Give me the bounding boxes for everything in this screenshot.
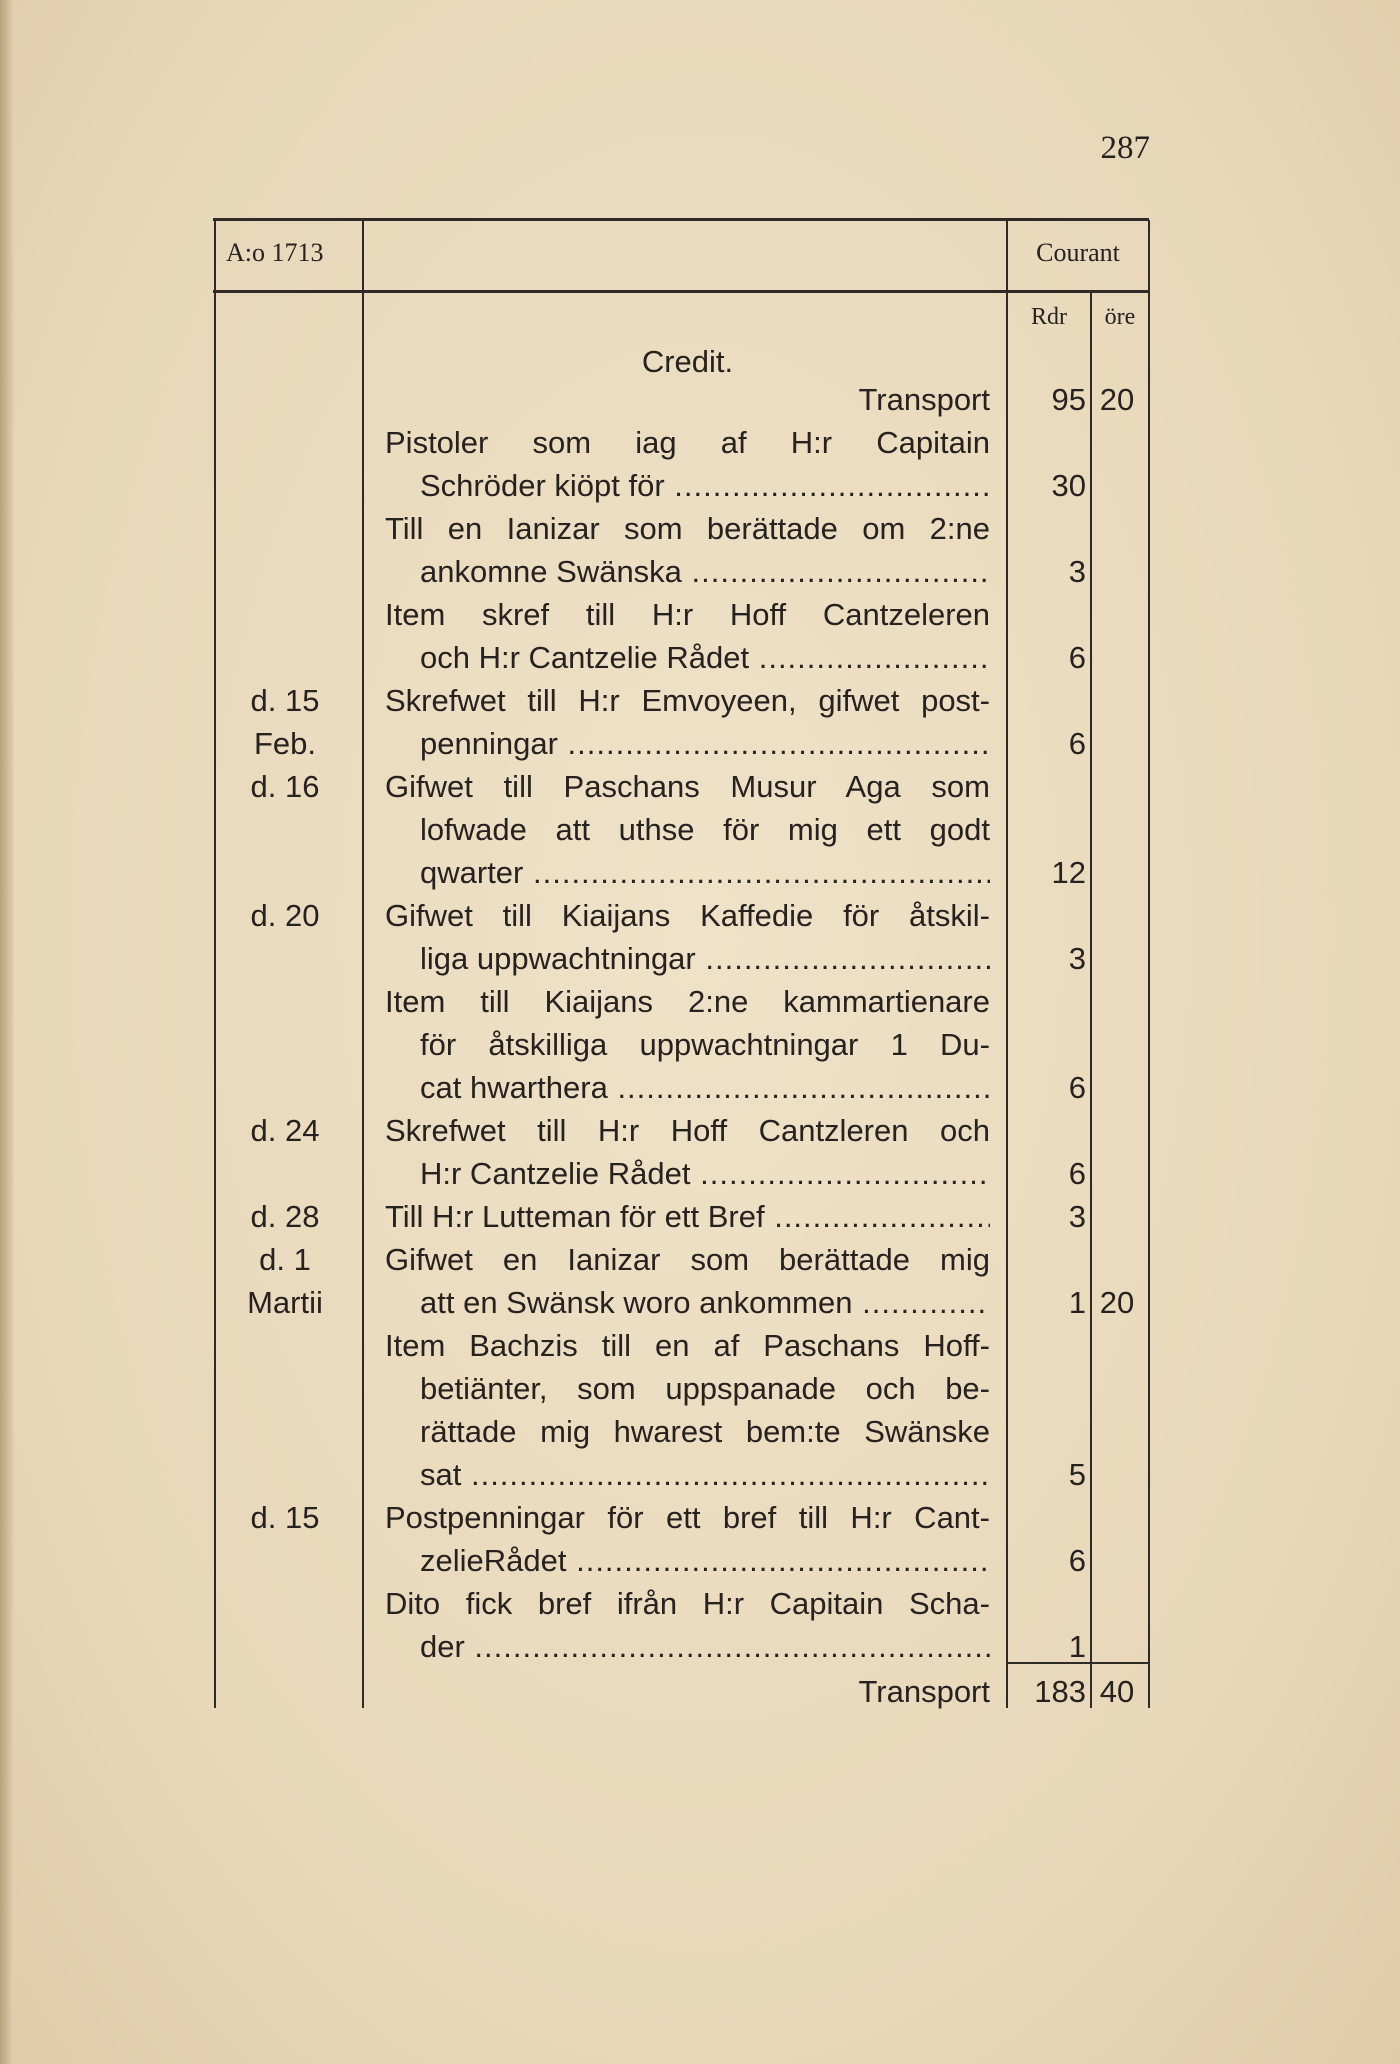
entry-rdr: 6	[1068, 1543, 1086, 1578]
ledger-row	[0, 765, 1400, 808]
entry-text: Skrefwet till H:r Emvoyeen, gifwet post-	[385, 683, 990, 718]
ledger-row	[0, 808, 1400, 851]
entry-text: Schröder kiöpt för .....	[385, 464, 990, 507]
entry-date: Feb.	[253, 726, 317, 761]
entry-text: penningar .....	[385, 722, 990, 765]
ledger-row	[0, 1625, 1400, 1668]
ledger-row	[0, 1066, 1400, 1109]
transport-in-label: Transport	[858, 382, 990, 417]
entry-text: Dito fick bref ifrån H:r Capitain Scha-	[385, 1586, 990, 1621]
entry-rdr: 3	[1068, 1199, 1086, 1234]
ledger-row	[0, 464, 1400, 507]
entry-rdr: 12	[1051, 855, 1086, 890]
section-title-row	[0, 340, 1400, 383]
entry-text: zelieRådet .....	[385, 1539, 990, 1582]
transport-in-rdr: 95	[1051, 382, 1086, 417]
entry-text: Pistoler som iag af H:r Capitain	[385, 425, 990, 460]
year-label: A:o 1713	[226, 238, 324, 267]
entry-rdr: 30	[1051, 468, 1086, 503]
ledger-row	[0, 894, 1400, 937]
ledger-row	[0, 1453, 1400, 1496]
entry-text: Gifwet en Ianizar som berättade mig	[385, 1242, 990, 1277]
transport-out-rdr: 183	[1034, 1674, 1086, 1709]
entry-text: Postpenningar för ett bref till H:r Cant-	[385, 1500, 990, 1535]
entry-date: d. 15	[250, 683, 320, 718]
entry-date: d. 1	[259, 1242, 311, 1277]
entry-text: Skrefwet till H:r Hoff Cantzleren och	[385, 1113, 990, 1148]
page-number: 287	[1100, 130, 1150, 166]
ledger-row	[0, 1238, 1400, 1281]
ledger-row	[0, 851, 1400, 894]
entry-text: Item Bachzis till en af Paschans Hoff-	[385, 1328, 990, 1363]
ledger-row	[0, 1324, 1400, 1367]
header-rule	[213, 290, 1149, 293]
entry-text: sat .....	[385, 1453, 990, 1496]
ledger-row	[0, 1281, 1400, 1324]
entry-text: Gifwet till Paschans Musur Aga som	[385, 769, 990, 804]
transport-in-ore: 20	[1099, 382, 1135, 417]
ore-column-header: öre	[1104, 304, 1136, 330]
entry-text: Till en Ianizar som berättade om 2:ne	[385, 511, 990, 546]
entry-text: för åtskilliga uppwachtningar 1 Du-	[420, 1027, 990, 1062]
ledger-row	[0, 421, 1400, 464]
entry-text: Item till Kiaijans 2:ne kammartienare	[385, 984, 990, 1019]
entry-text: att en Swänsk woro ankommen .....	[385, 1281, 990, 1324]
entry-rdr: 5	[1068, 1457, 1086, 1492]
entry-text: ankomne Swänska .....	[385, 550, 990, 593]
entry-rdr: 6	[1068, 726, 1086, 761]
entry-date: d. 16	[250, 769, 320, 804]
ledger-row	[0, 1582, 1400, 1625]
ledger-row	[0, 1023, 1400, 1066]
ledger-row	[0, 1195, 1400, 1238]
entry-text: Till H:r Lutteman för ett Bref .....	[385, 1195, 990, 1238]
entry-text: lofwade att uthse för mig ett godt	[420, 812, 990, 847]
ledger-row	[0, 722, 1400, 765]
entry-text: qwarter .....	[385, 851, 990, 894]
entry-rdr: 3	[1068, 554, 1086, 589]
ledger-row	[0, 937, 1400, 980]
entry-text: Gifwet till Kiaijans Kaffedie för åtskil-	[385, 898, 990, 933]
transport-in-row	[0, 378, 1400, 421]
transport-out-label: Transport	[858, 1674, 990, 1709]
entry-date: Martii	[247, 1285, 323, 1320]
entry-text: cat hwarthera .....	[385, 1066, 990, 1109]
top-rule	[213, 218, 1149, 221]
ledger-row	[0, 1496, 1400, 1539]
entry-date: d. 20	[250, 898, 320, 933]
entry-ore: 20	[1099, 1285, 1135, 1320]
section-title: Credit.	[641, 344, 734, 379]
ledger-row	[0, 1152, 1400, 1195]
ledger-row	[0, 980, 1400, 1023]
entry-rdr: 3	[1068, 941, 1086, 976]
transport-out-ore: 40	[1099, 1674, 1135, 1709]
entry-text: och H:r Cantzelie Rådet .....	[385, 636, 990, 679]
entry-text: liga uppwachtningar .....	[385, 937, 990, 980]
entry-rdr: 1	[1068, 1629, 1086, 1664]
ledger-row	[0, 593, 1400, 636]
entry-date: d. 28	[250, 1199, 320, 1234]
entry-rdr: 6	[1068, 640, 1086, 675]
ledger-row	[0, 1367, 1400, 1410]
entry-text: betiänter, som uppspanade och be-	[420, 1371, 990, 1406]
entry-text: der .....	[385, 1625, 990, 1668]
ledger-row	[0, 1410, 1400, 1453]
currency-label: Courant	[1036, 238, 1120, 267]
ledger-row	[0, 507, 1400, 550]
ledger-row	[0, 679, 1400, 722]
ledger-row	[0, 636, 1400, 679]
ledger-row	[0, 1109, 1400, 1152]
entry-text: rättade mig hwarest bem:te Swänske	[420, 1414, 990, 1449]
ledger-row	[0, 550, 1400, 593]
entry-text: Item skref till H:r Hoff Cantzeleren	[385, 597, 990, 632]
ledger-row	[0, 1539, 1400, 1582]
transport-out-row	[0, 1670, 1400, 1713]
entry-date: d. 15	[250, 1500, 320, 1535]
entry-date: d. 24	[250, 1113, 320, 1148]
entry-text: H:r Cantzelie Rådet .....	[385, 1152, 990, 1195]
entry-rdr: 6	[1068, 1156, 1086, 1191]
entry-rdr: 1	[1068, 1285, 1086, 1320]
entry-rdr: 6	[1068, 1070, 1086, 1105]
rdr-column-header: Rdr	[1031, 304, 1067, 330]
